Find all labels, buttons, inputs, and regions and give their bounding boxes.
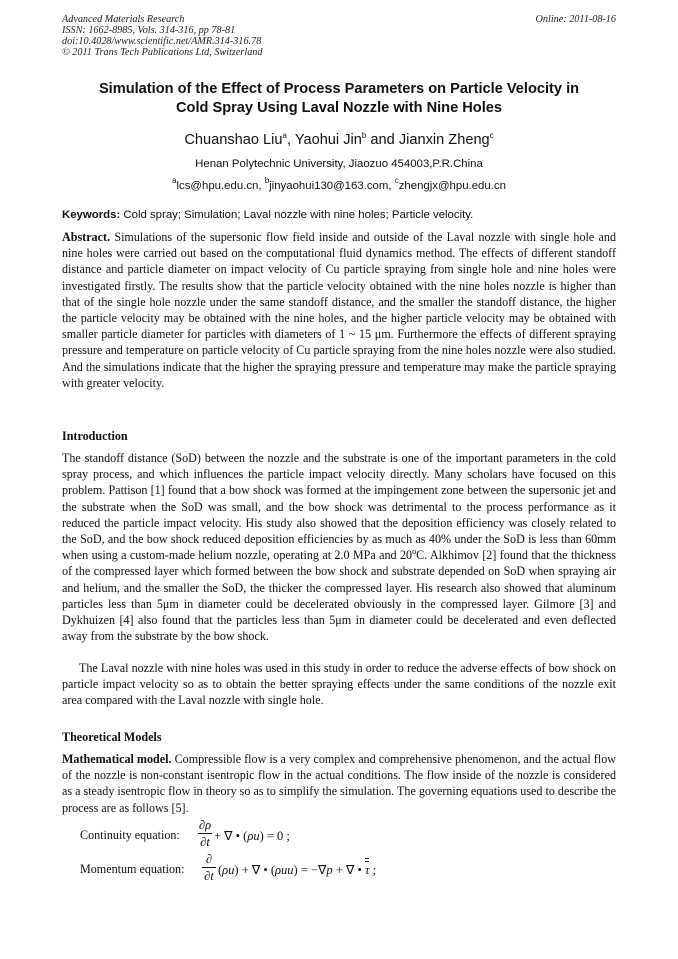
momentum-term: ) = −∇ xyxy=(293,863,327,877)
email-b: jinyaohui130@163.com, xyxy=(269,180,395,192)
continuity-numerator: ∂ρ xyxy=(198,818,212,832)
continuity-term: + ∇ • ( xyxy=(214,829,248,843)
author-1-affil: a xyxy=(282,131,287,140)
author-2-affil: b xyxy=(361,131,367,140)
momentum-equation xyxy=(80,852,620,886)
momentum-fraction xyxy=(202,852,216,883)
abstract-text: Simulations of the supersonic flow field inside and outside of the Laval nozzle with single hole and nine holes were carried out based on the computational fluid dynamics method. The effects of different standoff distance and particle diameter on impact velocity of Cu particle spraying from single hole and nine holes were investigated firstly. The results show that the particle velocity obtained with the nine holes nozzle is higher than that of the single hole nozzle under the same standoff distance, and the smaller the standoff distance, the higher the particle velocity may be obtained with the nine holes, and the higher particle velocity may be obtained with smaller particle diameter for particles with diameters of 1 ~ 15 μm. Furthermore the effects of different spraying pressure and temperature on particle velocity of Cu particle spraying from the nine holes nozzle were also studied. And the simulations indicate that the higher the spraying pressure and temperature may make the particle spraying with greater velocity. xyxy=(62,230,616,390)
theoretical-models-heading: Theoretical Models xyxy=(62,730,162,744)
momentum-term: p xyxy=(326,863,333,877)
introduction-heading: Introduction xyxy=(62,429,128,443)
momentum-denominator: ∂t xyxy=(204,869,214,883)
author-emails xyxy=(62,176,616,193)
stress-tensor-symbol: τ xyxy=(364,863,370,877)
mathematical-model-paragraph xyxy=(62,751,616,816)
author-3-affil: c xyxy=(489,131,494,140)
doi-line: doi:10.4028/www.scientific.net/AMR.314-316.78 xyxy=(62,36,262,47)
abstract-label: Abstract. xyxy=(62,230,111,244)
online-date: Online: 2011-08-16 xyxy=(535,14,616,25)
email-c-marker: c xyxy=(394,176,399,185)
momentum-expression xyxy=(218,862,376,878)
intro-text-part-2: C. Alkhimov [2] found that the thickness of the compressed layer which formed between the bow shock and substrate depended on SoD when spraying air and helium, and the smaller the SoD, the thicker the compressed layer. His research also showed that aluminum particles less than 5μm in diameter could be decelerated obviously in the compressed layer. Gilmore [3] and Dykhuizen [4] also found that the particles less than 5μm in diameter could be decelerated and even deflected away from the substrate by the bow shock. xyxy=(62,548,616,644)
continuity-label: Continuity equation: xyxy=(80,828,180,842)
abstract xyxy=(62,229,616,391)
momentum-label: Momentum equation: xyxy=(80,862,185,876)
author-list xyxy=(62,131,616,149)
continuity-fraction xyxy=(198,818,212,849)
author-separator: and xyxy=(366,132,399,148)
copyright-line: © 2011 Trans Tech Publications Ltd, Switzerland xyxy=(62,47,263,58)
introduction-paragraph-1 xyxy=(62,450,616,644)
author-separator: , xyxy=(286,132,295,148)
email-c: zhengjx@hpu.edu.cn xyxy=(398,180,506,192)
keywords xyxy=(62,208,616,222)
introduction-paragraph-2: The Laval nozzle with nine holes was used in this study in order to reduce the adverse effects of bow shock on particle impact velocity so as to obtain the better spraying effects under the same conditions of the nozzle exit area compared with the Laval nozzle with single hole. xyxy=(62,661,616,708)
mathematical-model-label: Mathematical model. xyxy=(62,752,172,766)
email-a: lcs@hpu.edu.cn, xyxy=(176,180,265,192)
momentum-numerator: ∂ xyxy=(202,852,216,868)
intro-text-part-1: The standoff distance (SoD) between the nozzle and the substrate is one of the important parameters in the cold spray process, and which influences the particle impact velocity directly. Many scholars have focused on this problem. Pattison [1] found that a bow shock was formed at the impingement zone between the supersonic jet and the substrate when the SoD was small, and the bow shock was detrimental to the process performance as it reduced the particle impact velocity. His study also showed that the deposition efficiency was closely related to the SoD, and the bow shock reduced deposition efficiencies by as much as 40% under the SoD is less than 60mm when using a custom-made helium nozzle, operating at 2.0 MPa and 20 xyxy=(62,451,616,563)
mathematical-model-text: Compressible flow is a very complex and comprehensive phenomenon, and the actual flow of the nozzle is non-constant isentropic flow in the actual conditions. The flow inside of the nozzle is considered as a steady isentropic flow in theory so as to simplify the simulation. The governing equations used to describe the process are as follows [5]. xyxy=(62,752,616,815)
momentum-term: ( xyxy=(218,863,223,877)
momentum-term: ρu xyxy=(222,863,235,877)
email-a-marker: a xyxy=(172,176,177,185)
momentum-term: ) + ∇ • ( xyxy=(234,863,276,877)
paper-title xyxy=(62,80,616,118)
author-3: Jianxin Zheng xyxy=(398,132,490,148)
continuity-term: ρu xyxy=(247,829,260,843)
author-2: Yaohui Jin xyxy=(294,132,362,148)
email-b-marker: b xyxy=(264,176,270,185)
degree-marker: o xyxy=(412,547,417,557)
momentum-term: ; xyxy=(369,863,377,877)
issn-line: ISSN: 1662-8985, Vols. 314-316, pp 78-81 xyxy=(62,25,236,36)
affiliation: Henan Polytechnic University, Jiaozuo 454003,P.R.China xyxy=(195,158,483,170)
title-line-1: Simulation of the Effect of Process Parameters on Particle Velocity in xyxy=(98,81,580,97)
continuity-denominator: ∂t xyxy=(200,835,210,849)
author-1: Chuanshao Liu xyxy=(184,132,283,148)
journal-header xyxy=(62,14,616,58)
continuity-equation xyxy=(80,818,620,852)
continuity-expression xyxy=(214,828,290,844)
momentum-term: + ∇ • xyxy=(332,863,365,877)
continuity-term: ) = 0 ; xyxy=(259,829,290,843)
keywords-label: Keywords: xyxy=(62,209,121,221)
journal-name: Advanced Materials Research xyxy=(62,14,185,25)
momentum-term: ρuu xyxy=(275,863,294,877)
title-line-2: Cold Spray Using Laval Nozzle with Nine Holes xyxy=(176,100,502,116)
keywords-text: Cold spray; Simulation; Laval nozzle with nine holes; Particle velocity. xyxy=(120,209,474,221)
